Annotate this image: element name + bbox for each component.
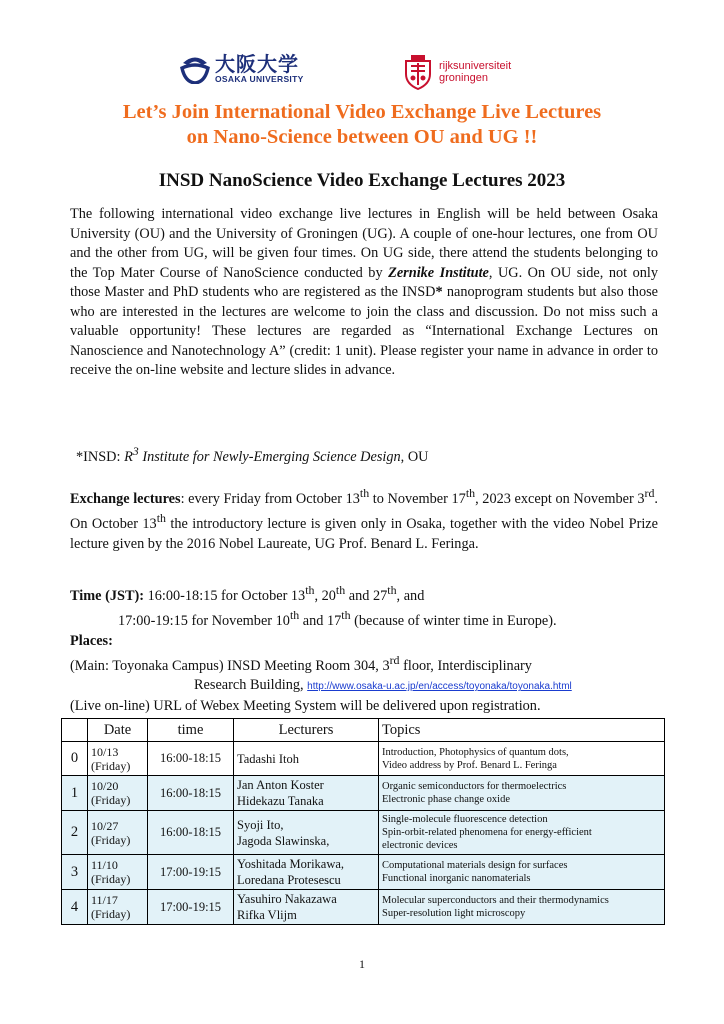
groningen-seal-icon <box>403 54 433 90</box>
exchange-text: to November 17 <box>369 490 466 507</box>
lecture-topics-line: Molecular superconductors and their thermodynamics <box>382 895 609 906</box>
time-text: and 27 <box>345 587 388 604</box>
lecture-time-line: 17:00-19:15 <box>159 864 222 879</box>
ordinal-suffix: th <box>465 486 476 500</box>
lecture-number <box>62 890 88 925</box>
ou-name-kanji: 大阪大学 <box>215 52 299 77</box>
headline <box>0 100 724 150</box>
lecture-topics <box>379 742 665 776</box>
exchange-label: Exchange lectures <box>70 490 181 507</box>
osaka-university-logo-icon <box>180 54 210 84</box>
intro-text-3: nanoprogram students but also those who are interested in the lectures are welcome to join the class and discussion. Do not miss such a valuable opportunity! These lectures are regarded as “International Exchange Lectures on Nanoscience and Nanotechnology A” (credit: 1 unit). Please register your name in advance in order to receive the on-line website and lecture slides in advance. <box>70 284 658 378</box>
column-header-date: Date <box>88 719 148 742</box>
table-row <box>62 890 665 925</box>
insd-note-prefix: *INSD: <box>76 448 125 465</box>
rug-name-line1: rijksuniversiteit <box>439 59 512 72</box>
lecture-topics-line: Spin-orbit-related phenomena for energy-efficient <box>382 827 592 838</box>
lecture-date-line: 10/20 <box>91 779 119 793</box>
osaka-university-logo <box>180 54 304 84</box>
main-place <box>70 651 670 676</box>
exchange-text: . On October 13 <box>70 490 658 533</box>
main-place-building <box>70 676 670 697</box>
lecture-number <box>62 855 88 890</box>
lecture-topics <box>379 855 665 890</box>
lecture-number-line: 0 <box>70 750 79 766</box>
column-header <box>62 719 88 742</box>
time-line-1 <box>70 581 670 606</box>
lecture-number-line: 3 <box>70 863 79 880</box>
exchange-lectures-paragraph <box>70 484 658 554</box>
ordinal-suffix: th <box>335 583 346 597</box>
exchange-text: , 2023 except on November 3 <box>475 490 645 507</box>
online-note: (Live on-line) URL of Webex Meeting System will be delivered upon registration. <box>70 697 541 714</box>
lecture-date-line: (Friday) <box>91 758 131 773</box>
lecture-date-line: 11/17 <box>91 893 118 907</box>
column-header-lecturers: Lecturers <box>234 719 379 742</box>
time-places-section <box>70 581 670 716</box>
ordinal-suffix: rd <box>389 653 400 668</box>
lecture-date <box>88 855 148 890</box>
ou-name-english: OSAKA UNIVERSITY <box>215 74 304 85</box>
ordinal-suffix: th <box>156 511 166 526</box>
lecture-lecturers <box>234 776 379 811</box>
lecture-lecturers-line: Hidekazu Tanaka <box>237 794 324 808</box>
insd-note-name: Institute for Newly-Emerging Science Design <box>138 448 401 465</box>
lecture-date-line: 10/27 <box>91 818 119 833</box>
ordinal-suffix: th <box>305 583 315 597</box>
zernike-institute-name: Zernike Institute <box>388 264 489 281</box>
lecture-date-line: 11/10 <box>91 858 118 872</box>
main-place-text: floor, Interdisciplinary <box>399 657 532 674</box>
time-text: , 20 <box>314 587 336 604</box>
table-row <box>62 776 665 811</box>
table-row <box>62 855 665 890</box>
lecture-date <box>88 776 148 811</box>
lecture-date-line: (Friday) <box>91 907 131 921</box>
lecture-topics-line: Single-molecule fluorescence detection <box>382 814 548 825</box>
lecture-date <box>88 890 148 925</box>
insd-note-sup: 3 <box>132 444 139 458</box>
lecture-lecturers <box>234 890 379 925</box>
lecture-time <box>148 742 234 776</box>
time-label: Time (JST): <box>70 587 144 604</box>
places-label: Places: <box>70 632 113 649</box>
time-text: (because of winter time in Europe). <box>350 613 557 630</box>
ordinal-suffix: th <box>289 608 300 623</box>
column-header-topics: Topics <box>379 719 665 742</box>
lecture-lecturers-line: Jan Anton Koster <box>237 778 324 792</box>
page-number: 1 <box>359 957 365 971</box>
groningen-logo <box>403 54 511 90</box>
lecture-number-line: 2 <box>70 824 79 840</box>
ordinal-suffix: rd <box>644 486 655 500</box>
lecture-number <box>62 811 88 855</box>
lecture-time <box>148 776 234 811</box>
lecture-time <box>148 855 234 890</box>
table-header-row <box>62 719 665 742</box>
insd-footnote <box>76 444 428 466</box>
lecture-lecturers <box>234 811 379 855</box>
lecture-number-line: 1 <box>70 784 79 801</box>
lecture-topics <box>379 890 665 925</box>
lecture-number <box>62 742 88 776</box>
lecture-lecturers <box>234 855 379 890</box>
lecture-date-line: (Friday) <box>91 832 131 847</box>
logo-bar <box>0 54 724 98</box>
time-text: 16:00-18:15 for October 13 <box>144 587 306 604</box>
column-header-time: time <box>148 719 234 742</box>
lecture-topics <box>379 811 665 855</box>
lecture-lecturers-line: Loredana Protesescu <box>237 873 341 887</box>
lecture-date <box>88 811 148 855</box>
lecture-lecturers-line: Syoji Ito, <box>237 817 284 832</box>
exchange-text: the introductory lecture is given only in Osaka, together with the video Nobel Prize lecture given by the 2016 Nobel Laureate, UG Prof. Benard L. Feringa. <box>70 516 658 552</box>
lecture-time-line: 17:00-19:15 <box>159 899 222 914</box>
lecture-date-line: 10/13 <box>91 744 119 759</box>
lecture-topics-line: Introduction, Photophysics of quantum dots, <box>382 746 569 758</box>
insd-footnote-star: * <box>435 284 443 300</box>
lecture-lecturers-line: Rifka Vlijm <box>237 908 297 922</box>
lecture-topics-line: Functional inorganic nanomaterials <box>382 873 531 884</box>
ordinal-suffix: th <box>387 583 397 597</box>
intro-text-1: The following international video exchange live lectures in English will be held between Osaka University (OU) and the University of Groningen (UG). A couple of one-hour lectures, one from OU and the other from UG, will be given four times. On UG side, there attend the students belonging to the Top Mater Course of NanoScience conducted by <box>70 206 658 281</box>
ordinal-suffix: th <box>341 608 351 623</box>
main-place-text: (Main: Toyonaka Campus) INSD Meeting Room 304, 3 <box>70 657 390 674</box>
lecture-lecturers <box>234 742 379 776</box>
insd-note-r: R <box>124 448 133 465</box>
intro-text-2: , UG. On OU side, not only those Master and PhD students who are registered as the INSD <box>70 264 658 300</box>
lecture-lecturers-line: Yasuhiro Nakazawa <box>237 892 337 906</box>
lecture-topics-line: Super-resolution light microscopy <box>382 908 526 919</box>
lecture-topics <box>379 776 665 811</box>
table-row <box>62 811 665 855</box>
lecture-schedule-table <box>61 718 665 925</box>
lecture-time-line: 16:00-18:15 <box>159 825 222 839</box>
lecture-topics-line: Video address by Prof. Benard L. Feringa <box>382 759 557 771</box>
lecture-time-line: 16:00-18:15 <box>159 751 222 765</box>
lecture-topics-line: Computational materials design for surfaces <box>382 860 568 871</box>
lecture-topics-line: electronic devices <box>382 840 458 851</box>
campus-map-link[interactable]: http://www.osaka-u.ac.jp/en/access/toyonaka/toyonaka.html <box>307 681 572 693</box>
time-text: 17:00-19:15 for November 10 <box>118 613 290 630</box>
lecture-time <box>148 890 234 925</box>
lecture-date-line: (Friday) <box>91 793 131 807</box>
rug-name-line2: groningen <box>439 72 488 84</box>
lecture-lecturers-line: Jagoda Slawinska, <box>237 833 330 848</box>
headline-line2: on Nano-Science between OU and UG !! <box>186 126 538 148</box>
lecture-number-line: 4 <box>70 898 79 915</box>
insd-note-suffix: , OU <box>400 448 429 465</box>
lecture-lecturers-line: Yoshitada Morikawa, <box>237 857 345 871</box>
headline-line1: Let’s Join International Video Exchange Live Lectures <box>122 101 602 123</box>
time-line-2 <box>70 606 670 631</box>
lecture-number <box>62 776 88 811</box>
subtitle: INSD NanoScience Video Exchange Lectures 2023 <box>158 170 566 191</box>
lecture-topics-line: Organic semiconductors for thermoelectrics <box>382 781 567 792</box>
table-row <box>62 742 665 776</box>
ordinal-suffix: th <box>359 486 370 500</box>
lecture-time-line: 16:00-18:15 <box>159 785 222 800</box>
intro-paragraph <box>70 205 658 381</box>
lecture-date-line: (Friday) <box>91 872 131 886</box>
time-text: , and <box>396 587 425 604</box>
lecture-topics-line: Electronic phase change oxide <box>382 794 510 805</box>
building-name: Research Building, <box>194 677 308 694</box>
lecture-lecturers-line: Tadashi Itoh <box>237 751 299 766</box>
time-text: and 17 <box>299 613 342 630</box>
lecture-time <box>148 811 234 855</box>
exchange-text: : every Friday from October 13 <box>180 490 360 507</box>
lecture-date <box>88 742 148 776</box>
